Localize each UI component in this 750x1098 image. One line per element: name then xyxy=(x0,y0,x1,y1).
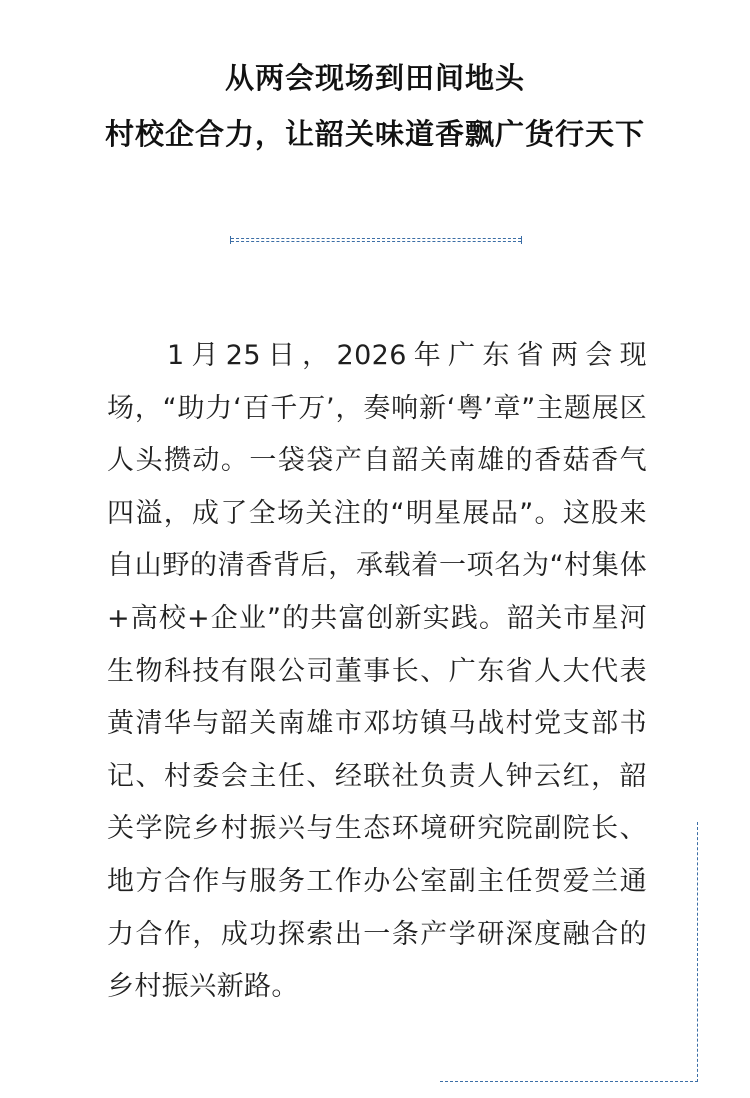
frame-corner-vertical xyxy=(697,822,698,1082)
frame-corner-horizontal xyxy=(440,1081,698,1082)
headline-line-2: 村校企合力，让韶关味道香飘广货行天下 xyxy=(104,117,645,151)
title-divider xyxy=(231,238,521,242)
divider-cap-right xyxy=(521,236,522,244)
article-body-paragraph: 1月25日，2026年广东省两会现场，“助力‘百千万’，奏响新‘粤’章”主题展区人头攒动。一袋袋产自韶关南雄的香菇香气四溢，成了全场关注的“明星展品”。这股来自山野的清香背后，承载着一项名为“村集体+高校+企业”的共富创新实践。韶关市星河生物科技有限公司董事长、广东省人大代表黄清华与韶关南雄市邓坊镇马战村党支部书记、村委会主任、经联社负责人钟云红，韶关学院乡村振兴与生态环境研究院副院长、地方合作与服务工作办公室副主任贺爱兰通力合作，成功探索出一条产学研深度融合的乡村振兴新路。 xyxy=(107,340,647,1003)
headline-line-1: 从两会现场到田间地头 xyxy=(224,61,525,95)
divider-cap-left xyxy=(230,236,231,244)
